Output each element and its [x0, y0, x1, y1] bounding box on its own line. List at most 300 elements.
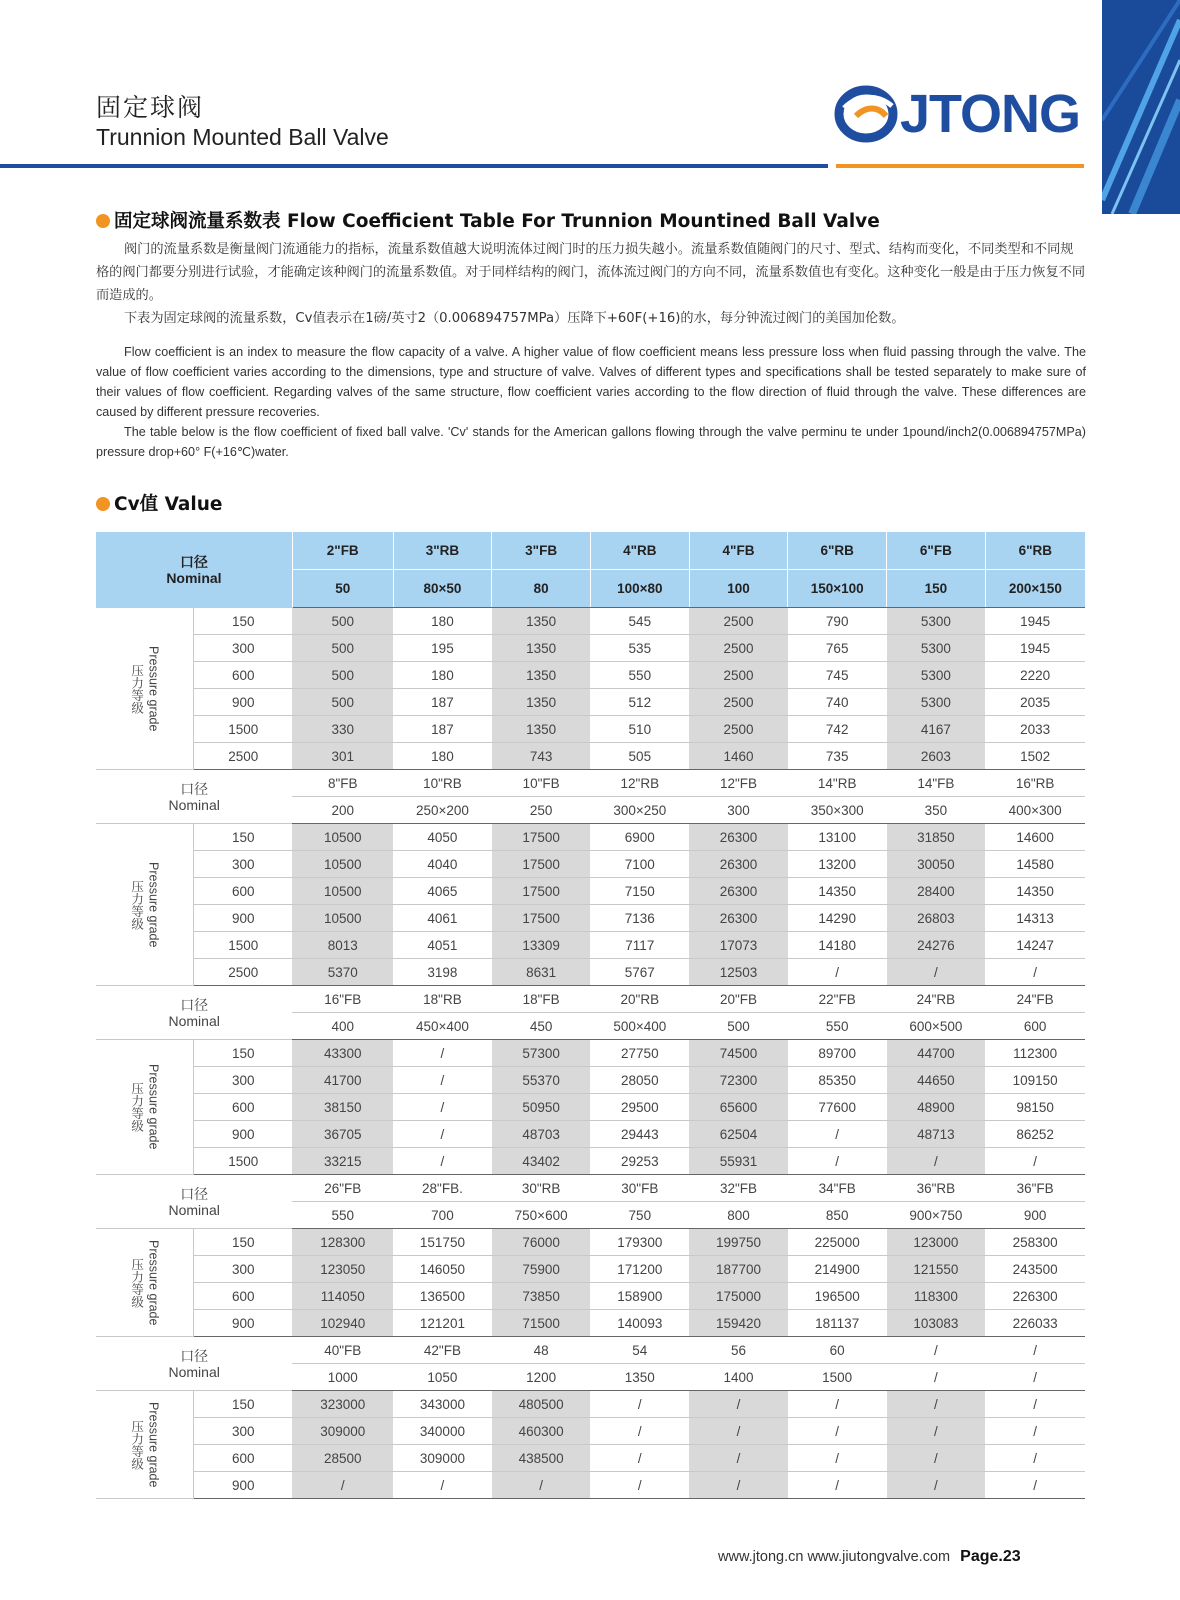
cv-value-cell: /	[393, 1472, 492, 1499]
cv-value-cell: /	[788, 1121, 887, 1148]
nominal-label	[96, 532, 292, 608]
cv-value-cell: /	[788, 1418, 887, 1445]
table-row	[96, 1094, 1085, 1121]
cv-value-cell: 4167	[887, 716, 986, 743]
cv-value-cell: 1350	[492, 662, 591, 689]
cv-value-cell: 102940	[292, 1310, 393, 1337]
size-cell: 3"RB	[393, 532, 492, 570]
cv-value-cell: /	[887, 959, 986, 986]
table-row	[96, 905, 1085, 932]
dn-cell: 1000	[292, 1364, 393, 1391]
cv-value-cell: 180	[393, 743, 492, 770]
cv-value-cell: 6900	[590, 824, 689, 851]
dn-cell: 250	[492, 797, 591, 824]
nominal-label-en: Nominal	[168, 1012, 220, 1029]
pressure-grade-cn: 压力等级	[129, 1419, 144, 1470]
nominal-label	[96, 1337, 292, 1391]
table-row	[96, 662, 1085, 689]
size-cell: 14"FB	[887, 770, 986, 797]
cv-value-cell: 175000	[689, 1283, 788, 1310]
pressure-rating-cell: 600	[194, 1094, 293, 1121]
dn-cell: 300	[689, 797, 788, 824]
size-cell: 6"RB	[788, 532, 887, 570]
pressure-rating-cell: 150	[194, 824, 293, 851]
pressure-rating-cell: 300	[194, 851, 293, 878]
size-cell: 34"FB	[788, 1175, 887, 1202]
cv-value-cell: 33215	[292, 1148, 393, 1175]
cv-value-cell: 114050	[292, 1283, 393, 1310]
cv-value-cell: 10500	[292, 851, 393, 878]
dn-cell: 1500	[788, 1364, 887, 1391]
cv-value-cell: 13200	[788, 851, 887, 878]
cv-value-cell: 13100	[788, 824, 887, 851]
pressure-rating-cell: 900	[194, 1310, 293, 1337]
cv-value-cell: 48900	[887, 1094, 986, 1121]
cv-value-cell: /	[492, 1472, 591, 1499]
cv-value-cell: /	[985, 1418, 1085, 1445]
cv-value-cell: 146050	[393, 1256, 492, 1283]
size-cell: 32"FB	[689, 1175, 788, 1202]
cv-value-cell: 7117	[590, 932, 689, 959]
cv-value-cell: 28500	[292, 1445, 393, 1472]
cv-value-cell: 2500	[689, 662, 788, 689]
cv-value-cell: 323000	[292, 1391, 393, 1418]
dn-cell: 900	[985, 1202, 1085, 1229]
cv-value-cell: 3198	[393, 959, 492, 986]
cv-value-cell: 181137	[788, 1310, 887, 1337]
cv-value-cell: 4051	[393, 932, 492, 959]
cv-value-cell: 14313	[985, 905, 1085, 932]
paragraph-cn-1: 阀门的流量系数是衡量阀门流通能力的指标，流量系数值越大说明流体过阀门时的压力损失越小。流量系数值随阀门的尺寸、型式、结构而变化，不同类型和不同规格的阀门都要分别进行试验，才能确定该种阀门的流量系数值。对于同样结构的阀门，流体流过阀门的方向不同，流量系数值也有变化。这种变化一般是由于压力恢复不同而造成的。	[96, 242, 1086, 303]
table-row	[96, 1121, 1085, 1148]
cv-value-cell: 44700	[887, 1040, 986, 1067]
size-cell: 16"RB	[985, 770, 1085, 797]
cv-value-cell: 29253	[590, 1148, 689, 1175]
cv-value-cell: 86252	[985, 1121, 1085, 1148]
cv-value-cell: 123000	[887, 1229, 986, 1256]
header-divider-blue	[0, 164, 828, 168]
size-cell: 20"FB	[689, 986, 788, 1013]
pressure-grade-label	[96, 1229, 194, 1337]
table-row	[96, 878, 1085, 905]
dn-cell: 700	[393, 1202, 492, 1229]
cv-value-cell: /	[887, 1148, 986, 1175]
cv-value-cell: 85350	[788, 1067, 887, 1094]
pressure-grade-en: Pressure grade	[146, 645, 161, 732]
pressure-rating-cell: 1500	[194, 716, 293, 743]
cv-value-cell: 55370	[492, 1067, 591, 1094]
cv-value-cell: 4050	[393, 824, 492, 851]
table-row-sizes	[96, 770, 1085, 797]
dn-cell: 1050	[393, 1364, 492, 1391]
cv-value-cell: 2603	[887, 743, 986, 770]
cv-value-cell: 545	[590, 608, 689, 635]
size-cell: 18"FB	[492, 986, 591, 1013]
nominal-label	[96, 770, 292, 824]
cv-value-cell: /	[788, 1148, 887, 1175]
cv-value-cell: 171200	[590, 1256, 689, 1283]
cv-value-cell: /	[788, 1445, 887, 1472]
cv-value-cell: 17500	[492, 905, 591, 932]
cv-value-cell: /	[590, 1391, 689, 1418]
cv-value-cell: 5300	[887, 635, 986, 662]
size-cell: 14"RB	[788, 770, 887, 797]
cv-value-cell: 735	[788, 743, 887, 770]
dn-cell: 400	[292, 1013, 393, 1040]
cv-value-cell: 10500	[292, 878, 393, 905]
footer-websites: www.jtong.cn www.jiutongvalve.com	[718, 1549, 951, 1565]
table-row	[96, 1256, 1085, 1283]
pressure-rating-cell: 900	[194, 1121, 293, 1148]
cv-value-cell: 199750	[689, 1229, 788, 1256]
cv-value-cell: 187700	[689, 1256, 788, 1283]
page-title-en: Trunnion Mounted Ball Valve	[96, 124, 389, 150]
cv-value-cell: 438500	[492, 1445, 591, 1472]
nominal-label-cn: 口径	[180, 996, 209, 1013]
size-cell: 8"FB	[292, 770, 393, 797]
table-row	[96, 959, 1085, 986]
cv-value-cell: 5300	[887, 662, 986, 689]
dn-cell: 80	[492, 570, 591, 608]
pressure-rating-cell: 150	[194, 1040, 293, 1067]
dn-cell: 350	[887, 797, 986, 824]
cv-value-cell: 14580	[985, 851, 1085, 878]
dn-cell: 1200	[492, 1364, 591, 1391]
cv-value-cell: 179300	[590, 1229, 689, 1256]
cv-value-cell: 460300	[492, 1418, 591, 1445]
pressure-grade-label	[96, 608, 194, 770]
cv-value-cell: 187	[393, 716, 492, 743]
nominal-label-cn: 口径	[180, 780, 209, 797]
cv-value-cell: 1945	[985, 635, 1085, 662]
section-heading-flow-coefficient	[96, 207, 880, 233]
table-row	[96, 635, 1085, 662]
cv-value-cell: 48713	[887, 1121, 986, 1148]
corner-stripes-icon	[1102, 0, 1180, 214]
cv-value-cell: 740	[788, 689, 887, 716]
nominal-label-en: Nominal	[166, 569, 222, 586]
cv-value-cell: 743	[492, 743, 591, 770]
section-heading-text: 固定球阀流量系数表 Flow Coefficient Table For Trunnion Mountined Ball Valve	[114, 211, 880, 232]
cv-value-cell: 301	[292, 743, 393, 770]
cv-value-cell: 50950	[492, 1094, 591, 1121]
pressure-grade-label	[96, 1040, 194, 1175]
table-row	[96, 1040, 1085, 1067]
dn-cell: 550	[292, 1202, 393, 1229]
size-cell: 30"FB	[590, 1175, 689, 1202]
cv-value-cell: 535	[590, 635, 689, 662]
table-row-sizes	[96, 532, 1085, 570]
cv-value-cell: 2500	[689, 716, 788, 743]
cv-value-cell: 14350	[985, 878, 1085, 905]
cv-value-cell: 5300	[887, 608, 986, 635]
cv-value-cell: /	[985, 1472, 1085, 1499]
cv-value-cell: 5767	[590, 959, 689, 986]
cv-value-cell: 309000	[393, 1445, 492, 1472]
cv-value-cell: 72300	[689, 1067, 788, 1094]
dn-cell: 450×400	[393, 1013, 492, 1040]
cv-value-cell: 28050	[590, 1067, 689, 1094]
size-cell: 20"RB	[590, 986, 689, 1013]
cv-value-cell: /	[393, 1067, 492, 1094]
cv-value-cell: 29443	[590, 1121, 689, 1148]
cv-value-cell: 500	[292, 635, 393, 662]
size-cell: /	[985, 1337, 1085, 1364]
table-row	[96, 1472, 1085, 1499]
size-cell: 48	[492, 1337, 591, 1364]
cv-value-cell: /	[689, 1472, 788, 1499]
nominal-label-en: Nominal	[168, 1363, 220, 1380]
cv-value-cell: 26803	[887, 905, 986, 932]
cv-value-cell: 65600	[689, 1094, 788, 1121]
dn-cell: 80×50	[393, 570, 492, 608]
size-cell: 4"RB	[590, 532, 689, 570]
cv-value-cell: 500	[292, 608, 393, 635]
cv-value-cell: /	[590, 1418, 689, 1445]
cv-value-cell: /	[292, 1472, 393, 1499]
cv-value-cell: 62504	[689, 1121, 788, 1148]
paragraph-en-1: Flow coefficient is an index to measure the flow capacity of a valve. A higher value of flow coefficient means less pressure loss when fluid passing through the valve. The value of flow coefficient varies according to the dimensions, type and structure of valve. Valves of different types and specifications shall be tested separately to make sure of their values of flow coefficient. Regarding valves of the same structure, flow coefficient varies according to the flow direction of fluid through the valve. These differences are caused by different pressure recoveries.	[96, 345, 1086, 419]
cv-value-cell: 140093	[590, 1310, 689, 1337]
dn-cell: 800	[689, 1202, 788, 1229]
table-row	[96, 1229, 1085, 1256]
cv-value-cell: 151750	[393, 1229, 492, 1256]
cv-value-cell: 505	[590, 743, 689, 770]
table-row	[96, 1067, 1085, 1094]
cv-value-cell: 17500	[492, 851, 591, 878]
cv-value-cell: 71500	[492, 1310, 591, 1337]
dn-cell: 450	[492, 1013, 591, 1040]
cv-value-cell: 17500	[492, 878, 591, 905]
cv-value-cell: 17500	[492, 824, 591, 851]
size-cell: 10"RB	[393, 770, 492, 797]
pressure-grade-label	[96, 824, 194, 986]
header-divider-orange	[836, 164, 1084, 168]
cv-value-cell: 8013	[292, 932, 393, 959]
size-cell: 40"FB	[292, 1337, 393, 1364]
pressure-rating-cell: 300	[194, 635, 293, 662]
cv-value-cell: 10500	[292, 905, 393, 932]
cv-value-cell: 128300	[292, 1229, 393, 1256]
cv-value-cell: 10500	[292, 824, 393, 851]
cv-value-cell: 77600	[788, 1094, 887, 1121]
dn-cell: 100×80	[590, 570, 689, 608]
cv-value-cell: 159420	[689, 1310, 788, 1337]
pressure-grade-en: Pressure grade	[146, 1239, 161, 1326]
pressure-rating-cell: 900	[194, 1472, 293, 1499]
cv-value-cell: /	[985, 1391, 1085, 1418]
cv-value-cell: 74500	[689, 1040, 788, 1067]
size-cell: 18"RB	[393, 986, 492, 1013]
cv-value-cell: 112300	[985, 1040, 1085, 1067]
cv-value-cell: 7100	[590, 851, 689, 878]
cv-value-cell: 121550	[887, 1256, 986, 1283]
cv-value-cell: 7136	[590, 905, 689, 932]
cv-value-cell: 14180	[788, 932, 887, 959]
cv-value-cell: 55931	[689, 1148, 788, 1175]
cv-value-cell: /	[887, 1418, 986, 1445]
size-cell: 12"FB	[689, 770, 788, 797]
dn-cell: 200	[292, 797, 393, 824]
cv-value-cell: 4061	[393, 905, 492, 932]
dn-cell: 900×750	[887, 1202, 986, 1229]
dn-cell: 750×600	[492, 1202, 591, 1229]
cv-value-cell: 500	[292, 662, 393, 689]
cv-value-cell: 28400	[887, 878, 986, 905]
cv-value-cell: 790	[788, 608, 887, 635]
pressure-rating-cell: 2500	[194, 743, 293, 770]
cv-value-cell: 89700	[788, 1040, 887, 1067]
bullet-dot-icon	[96, 214, 110, 228]
nominal-label	[96, 986, 292, 1040]
size-cell: 3"FB	[492, 532, 591, 570]
cv-value-cell: /	[590, 1445, 689, 1472]
table-row-sizes	[96, 1337, 1085, 1364]
section-heading-text: Cv值 Value	[114, 494, 223, 515]
dn-cell: /	[985, 1364, 1085, 1391]
cv-value-cell: 26300	[689, 824, 788, 851]
size-cell: 24"RB	[887, 986, 986, 1013]
nominal-label-cn: 口径	[179, 553, 208, 570]
cv-value-cell: /	[788, 1472, 887, 1499]
dn-cell: 750	[590, 1202, 689, 1229]
size-cell: 28"FB.	[393, 1175, 492, 1202]
cv-value-cell: 2033	[985, 716, 1085, 743]
cv-value-cell: 1350	[492, 608, 591, 635]
size-cell: /	[887, 1337, 986, 1364]
dn-cell: 600	[985, 1013, 1085, 1040]
cv-value-cell: 27750	[590, 1040, 689, 1067]
cv-value-cell: 196500	[788, 1283, 887, 1310]
cv-value-cell: 512	[590, 689, 689, 716]
table-row	[96, 716, 1085, 743]
pressure-rating-cell: 150	[194, 1391, 293, 1418]
pressure-grade-en: Pressure grade	[146, 861, 161, 948]
dn-cell: 1350	[590, 1364, 689, 1391]
nominal-label-cn: 口径	[180, 1185, 209, 1202]
pressure-grade-label	[96, 1391, 194, 1499]
dn-cell: 350×300	[788, 797, 887, 824]
size-cell: 36"RB	[887, 1175, 986, 1202]
cv-value-cell: 480500	[492, 1391, 591, 1418]
cv-value-cell: 158900	[590, 1283, 689, 1310]
cv-value-cell: 1350	[492, 716, 591, 743]
cv-value-cell: 1502	[985, 743, 1085, 770]
pressure-rating-cell: 600	[194, 878, 293, 905]
pressure-rating-cell: 150	[194, 1229, 293, 1256]
dn-cell: 550	[788, 1013, 887, 1040]
cv-value-cell: 2500	[689, 689, 788, 716]
cv-value-cell: 24276	[887, 932, 986, 959]
cv-value-cell: 38150	[292, 1094, 393, 1121]
bullet-dot-icon	[96, 497, 110, 511]
cv-value-cell: /	[788, 1391, 887, 1418]
dn-cell: 150×100	[788, 570, 887, 608]
cv-value-cell: 14600	[985, 824, 1085, 851]
cv-value-cell: 340000	[393, 1418, 492, 1445]
nominal-label-cn: 口径	[180, 1347, 209, 1364]
size-cell: 16"FB	[292, 986, 393, 1013]
cv-value-cell: 226300	[985, 1283, 1085, 1310]
size-cell: 2"FB	[292, 532, 393, 570]
cv-value-cell: 1945	[985, 608, 1085, 635]
table-row	[96, 1310, 1085, 1337]
dn-cell: 1400	[689, 1364, 788, 1391]
cv-value-cell: 1460	[689, 743, 788, 770]
dn-cell: 500×400	[590, 1013, 689, 1040]
cv-value-cell: 76000	[492, 1229, 591, 1256]
size-cell: 60	[788, 1337, 887, 1364]
dn-cell: 250×200	[393, 797, 492, 824]
table-row	[96, 932, 1085, 959]
cv-value-cell: 7150	[590, 878, 689, 905]
size-cell: 12"RB	[590, 770, 689, 797]
nominal-label-en: Nominal	[168, 796, 220, 813]
nominal-label	[96, 1175, 292, 1229]
pressure-grade-en: Pressure grade	[146, 1401, 161, 1488]
size-cell: 22"FB	[788, 986, 887, 1013]
table-row	[96, 1148, 1085, 1175]
cv-value-cell: 41700	[292, 1067, 393, 1094]
table-row	[96, 851, 1085, 878]
dn-cell: 500	[689, 1013, 788, 1040]
cv-value-cell: 745	[788, 662, 887, 689]
size-cell: 6"RB	[985, 532, 1085, 570]
pressure-rating-cell: 1500	[194, 932, 293, 959]
cv-value-cell: 765	[788, 635, 887, 662]
cv-value-cell: 118300	[887, 1283, 986, 1310]
nominal-label-en: Nominal	[168, 1201, 220, 1218]
cv-value-cell: /	[887, 1445, 986, 1472]
cv-value-cell: 17073	[689, 932, 788, 959]
cv-value-cell: 26300	[689, 905, 788, 932]
logo-wordmark: JTONG	[900, 84, 1081, 144]
size-cell: 56	[689, 1337, 788, 1364]
table-row-sizes	[96, 986, 1085, 1013]
cv-value-cell: 2500	[689, 608, 788, 635]
page-footer	[718, 1548, 1021, 1566]
cv-value-cell: 180	[393, 608, 492, 635]
paragraph-cn-2: 下表为固定球阀的流量系数，Cv值表示在1磅/英寸2（0.006894757MPa）压降下+60F(+16)的水，每分钟流过阀门的美国加伦数。	[124, 311, 905, 326]
pressure-rating-cell: 300	[194, 1418, 293, 1445]
cv-value-cell: /	[393, 1094, 492, 1121]
cv-value-cell: /	[393, 1040, 492, 1067]
table-row	[96, 1283, 1085, 1310]
cv-value-cell: 12503	[689, 959, 788, 986]
cv-value-cell: 214900	[788, 1256, 887, 1283]
cv-value-cell: /	[985, 1445, 1085, 1472]
cv-value-cell: 500	[292, 689, 393, 716]
cv-value-cell: /	[887, 1391, 986, 1418]
table-row	[96, 824, 1085, 851]
size-cell: 42"FB	[393, 1337, 492, 1364]
cv-value-cell: 109150	[985, 1067, 1085, 1094]
cv-value-cell: 343000	[393, 1391, 492, 1418]
page-title-cn: 固定球阀	[96, 93, 205, 122]
cv-value-cell: 48703	[492, 1121, 591, 1148]
size-cell: 36"FB	[985, 1175, 1085, 1202]
cv-value-cell: 14247	[985, 932, 1085, 959]
cv-value-cell: /	[689, 1391, 788, 1418]
cv-value-cell: /	[985, 959, 1085, 986]
cv-value-cell: 26300	[689, 878, 788, 905]
cv-value-cell: /	[590, 1472, 689, 1499]
cv-value-cell: 4065	[393, 878, 492, 905]
cv-value-cell: 226033	[985, 1310, 1085, 1337]
cv-value-cell: 14290	[788, 905, 887, 932]
cv-value-cell: 2220	[985, 662, 1085, 689]
pressure-rating-cell: 2500	[194, 959, 293, 986]
